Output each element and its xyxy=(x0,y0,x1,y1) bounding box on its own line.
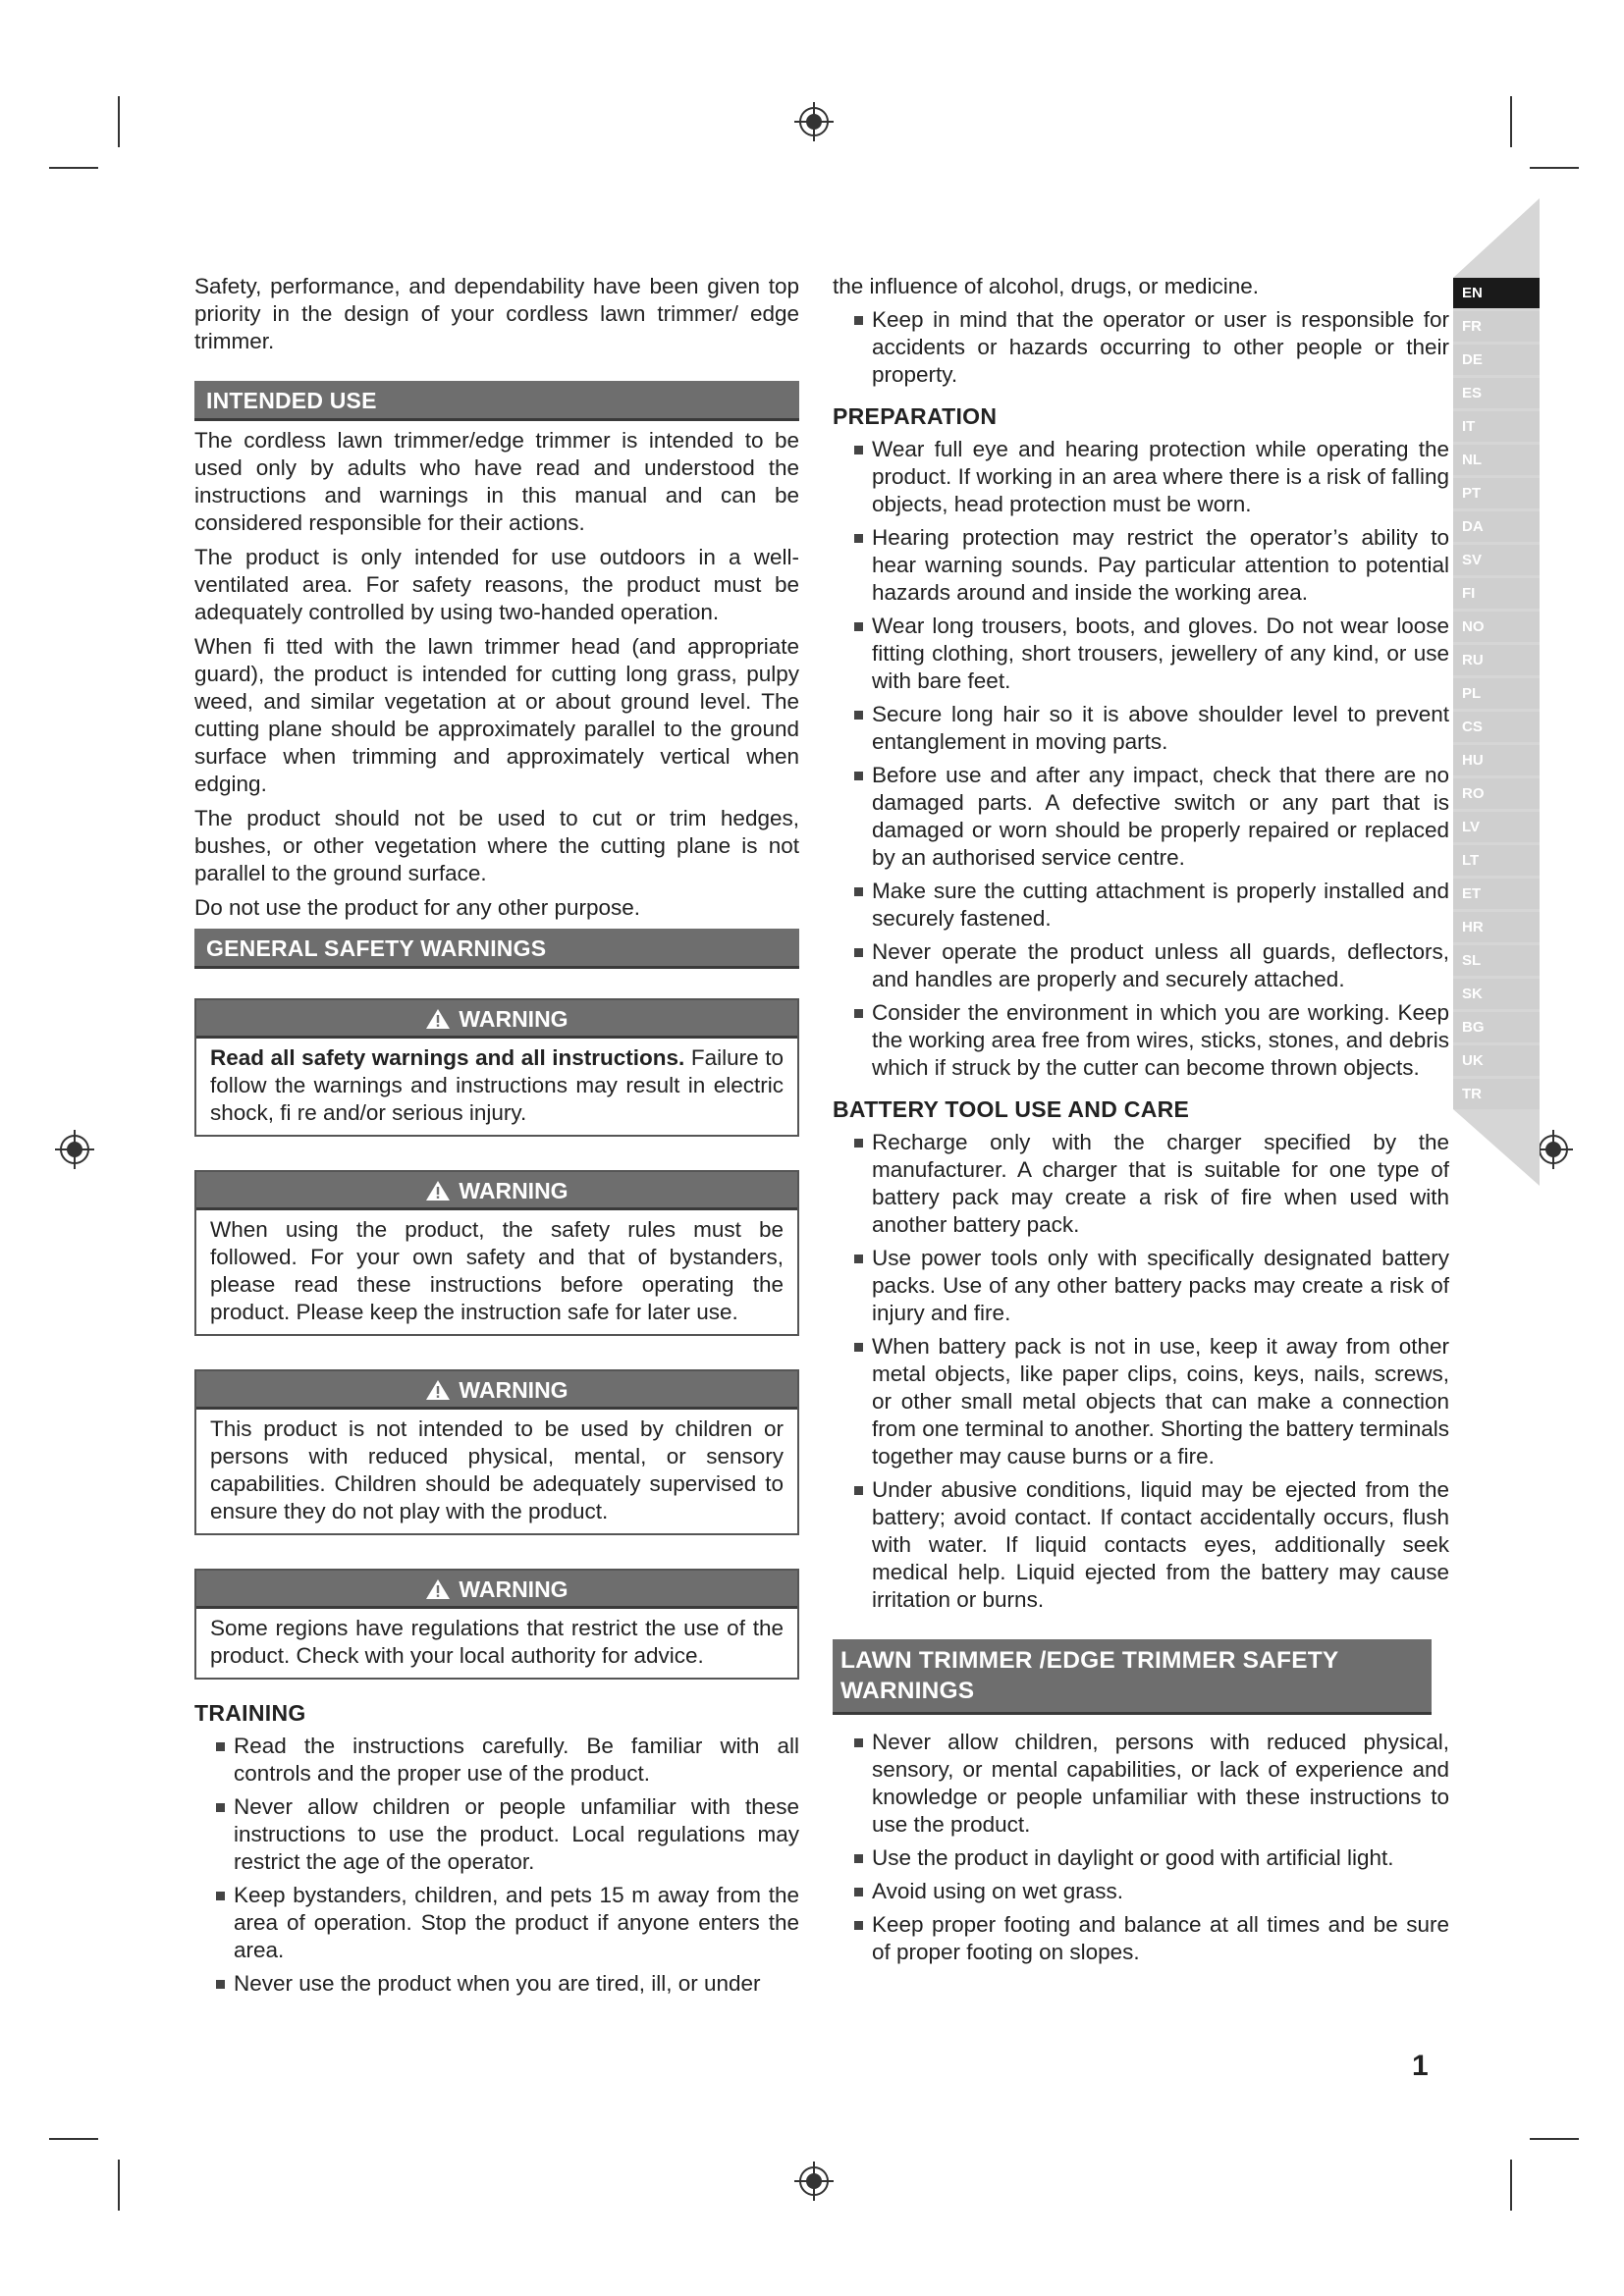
list-item: Avoid using on wet grass. xyxy=(833,1878,1449,1905)
warning-title: WARNING xyxy=(459,1576,568,1602)
language-tab-hu[interactable]: HU xyxy=(1453,745,1540,775)
language-tab-uk[interactable]: UK xyxy=(1453,1045,1540,1076)
crop-mark xyxy=(1510,96,1512,147)
battery-list xyxy=(833,1129,1449,1614)
list-item: Use power tools only with specifically designated battery packs. Use of any other battery packs may create a risk of injury and fire. xyxy=(833,1245,1449,1327)
list-item: When battery pack is not in use, keep it away from other metal objects, like paper clips, coins, keys, nails, screws, or other small metal objects that can make a connection from one terminal to another. Shorting the battery terminals together may cause burns or a fire. xyxy=(833,1333,1449,1470)
warning-box xyxy=(194,1369,799,1535)
warning-text: Some regions have regulations that restrict the use of the product. Check with your local authority for advice. xyxy=(210,1616,784,1668)
crop-mark xyxy=(1530,2138,1579,2140)
battery-heading: BATTERY TOOL USE AND CARE xyxy=(833,1096,1190,1122)
list-item: Recharge only with the charger specified by the manufacturer. A charger that is suitable for one type of battery pack may create a risk of fire when used with another battery pack. xyxy=(833,1129,1449,1239)
language-tab-sl[interactable]: SL xyxy=(1453,945,1540,976)
language-tab-tr[interactable]: TR xyxy=(1453,1079,1540,1109)
warning-header xyxy=(196,1000,797,1039)
language-tab-da[interactable]: DA xyxy=(1453,511,1540,542)
warning-box xyxy=(194,998,799,1137)
intended-use-paragraph: The product should not be used to cut or trim hedges, bushes, or other vegetation where the cutting plane is not parallel to the ground surface. xyxy=(194,806,799,885)
list-item: Keep in mind that the operator or user is responsible for accidents or hazards occurring to other people or their property. xyxy=(833,306,1449,389)
language-tab-lt[interactable]: LT xyxy=(1453,845,1540,876)
warning-header xyxy=(196,1172,797,1210)
list-item: Make sure the cutting attachment is properly installed and securely fastened. xyxy=(833,878,1449,933)
list-item: Before use and after any impact, check that there are no damaged parts. A defective switch or any part that is damaged or worn should be properly repaired or replaced by an authorised service centre. xyxy=(833,762,1449,872)
language-tab-it[interactable]: IT xyxy=(1453,411,1540,442)
warning-box xyxy=(194,1569,799,1680)
list-item: Under abusive conditions, liquid may be ejected from the battery; avoid contact. If contact accidentally occurs, flush with water. If liquid contacts eyes, additionally seek medical help. Liquid ejected from the battery may cause irritation or burns. xyxy=(833,1476,1449,1614)
general-safety-heading: GENERAL SAFETY WARNINGS xyxy=(194,929,799,969)
language-tab-en[interactable]: EN xyxy=(1453,278,1540,308)
lawn-trimmer-safety-list xyxy=(833,1729,1449,1966)
warning-box xyxy=(194,1170,799,1336)
training-heading: TRAINING xyxy=(194,1700,306,1726)
intended-use-heading: INTENDED USE xyxy=(194,381,799,421)
list-item: Keep bystanders, children, and pets 15 m away from the area of operation. Stop the product if anyone enters the area. xyxy=(194,1882,799,1964)
language-tab-cs[interactable]: CS xyxy=(1453,712,1540,742)
warning-triangle-icon xyxy=(425,1180,451,1201)
warning-text: When using the product, the safety rules must be followed. For your own safety and that of bystanders, please read these instructions before operating the product. Please keep the instruction safe for later use. xyxy=(210,1217,784,1324)
warning-title: WARNING xyxy=(459,1178,568,1203)
language-tab-de[interactable]: DE xyxy=(1453,345,1540,375)
language-tab-ru[interactable]: RU xyxy=(1453,645,1540,675)
language-tab-bg[interactable]: BG xyxy=(1453,1012,1540,1042)
lawn-trimmer-safety-heading: LAWN TRIMMER /EDGE TRIMMER SAFETY WARNINGS xyxy=(833,1639,1432,1715)
language-tab-es[interactable]: ES xyxy=(1453,378,1540,408)
language-list xyxy=(1453,278,1540,1112)
intended-use-paragraph: The product is only intended for use outdoors in a well-ventilated area. For safety reasons, the product must be adequately controlled by using two-handed operation. xyxy=(194,545,799,624)
warning-header xyxy=(196,1371,797,1410)
warning-bold-text: Read all safety warnings and all instructions. xyxy=(210,1045,685,1070)
language-tab-no[interactable]: NO xyxy=(1453,612,1540,642)
warning-text: This product is not intended to be used by children or persons with reduced physical, mental, or sensory capabilities. Children should be adequately supervised to ensure they do not play with the product. xyxy=(210,1416,784,1523)
warning-header xyxy=(196,1571,797,1609)
language-tab-sk[interactable]: SK xyxy=(1453,979,1540,1009)
training-list xyxy=(194,1733,799,1998)
crop-mark xyxy=(49,167,98,169)
list-item: Secure long hair so it is above shoulder level to prevent entanglement in moving parts. xyxy=(833,701,1449,756)
warning-body-text: Failure to follow the warnings and instructions may result in electric shock, fi re and/or serious injury. xyxy=(210,1045,784,1125)
intended-use-paragraph: The cordless lawn trimmer/edge trimmer is intended to be used only by adults who have read and understood the instructions and warnings in this manual and can be considered responsible for their actions. xyxy=(194,428,799,535)
crop-mark xyxy=(1510,2160,1512,2211)
language-tab-et[interactable]: ET xyxy=(1453,879,1540,909)
list-item: Read the instructions carefully. Be familiar with all controls and the proper use of the product. xyxy=(194,1733,799,1788)
language-tab-fr[interactable]: FR xyxy=(1453,311,1540,342)
language-tab-hr[interactable]: HR xyxy=(1453,912,1540,942)
language-tab-sv[interactable]: SV xyxy=(1453,545,1540,575)
crop-mark xyxy=(49,2138,98,2140)
crop-mark xyxy=(1530,167,1579,169)
list-item: Never use the product when you are tired, ill, or under xyxy=(194,1970,799,1998)
preparation-list xyxy=(833,436,1449,1082)
language-tab-lv[interactable]: LV xyxy=(1453,812,1540,842)
right-column xyxy=(833,273,1449,1972)
training-list-continued xyxy=(833,306,1449,389)
intended-use-paragraph: When fi tted with the lawn trimmer head (and appropriate guard), the product is intended for cutting long grass, pulpy weed, and similar vegetation at or about ground level. The cutting plane should be approximately parallel to the ground surface when trimming and approximately vertical when edging. xyxy=(194,634,799,796)
training-continued-text: the influence of alcohol, drugs, or medicine. xyxy=(833,274,1260,298)
language-tab-pt[interactable]: PT xyxy=(1453,478,1540,508)
list-item: Never allow children or people unfamiliar with these instructions to use the product. Local regulations may restrict the age of the operator. xyxy=(194,1793,799,1876)
list-item: Never allow children, persons with reduced physical, sensory, or mental capabilities, or lack of experience and knowledge or people unfamiliar with these instructions to use the product. xyxy=(833,1729,1449,1839)
warning-title: WARNING xyxy=(459,1377,568,1403)
list-item: Consider the environment in which you are working. Keep the working area free from wires, sticks, stones, and debris which if struck by the cutter can become thrown objects. xyxy=(833,999,1449,1082)
warning-title: WARNING xyxy=(459,1006,568,1032)
list-item: Keep proper footing and balance at all times and be sure of proper footing on slopes. xyxy=(833,1911,1449,1966)
left-column xyxy=(194,273,799,2003)
list-item: Never operate the product unless all guards, deflectors, and handles are properly and securely attached. xyxy=(833,938,1449,993)
language-tab-fi[interactable]: FI xyxy=(1453,578,1540,609)
language-tab-ro[interactable]: RO xyxy=(1453,778,1540,809)
list-item: Hearing protection may restrict the operator’s ability to hear warning sounds. Pay particular attention to potential hazards around and inside the working area. xyxy=(833,524,1449,607)
intro-paragraph: Safety, performance, and dependability have been given top priority in the design of your cordless lawn trimmer/ edge trimmer. xyxy=(194,274,799,353)
list-item: Wear full eye and hearing protection while operating the product. If working in an area where there is a risk of falling objects, head protection must be worn. xyxy=(833,436,1449,518)
intended-use-paragraph: Do not use the product for any other purpose. xyxy=(194,895,641,920)
warning-triangle-icon xyxy=(425,1008,451,1030)
warning-triangle-icon xyxy=(425,1578,451,1600)
registration-mark-icon xyxy=(794,2162,834,2201)
registration-mark-icon xyxy=(794,102,834,141)
page-number: 1 xyxy=(1412,2050,1429,2082)
language-tab-nl[interactable]: NL xyxy=(1453,445,1540,475)
list-item: Wear long trousers, boots, and gloves. Do not wear loose fitting clothing, short trousers, jewellery of any kind, or use with bare feet. xyxy=(833,613,1449,695)
warning-triangle-icon xyxy=(425,1379,451,1401)
preparation-heading: PREPARATION xyxy=(833,403,998,429)
list-item: Use the product in daylight or good with artificial light. xyxy=(833,1844,1449,1872)
crop-mark xyxy=(118,2160,120,2211)
warning-text xyxy=(196,1039,797,1135)
registration-mark-icon xyxy=(55,1130,94,1169)
language-tab-pl[interactable]: PL xyxy=(1453,678,1540,709)
crop-mark xyxy=(118,96,120,147)
